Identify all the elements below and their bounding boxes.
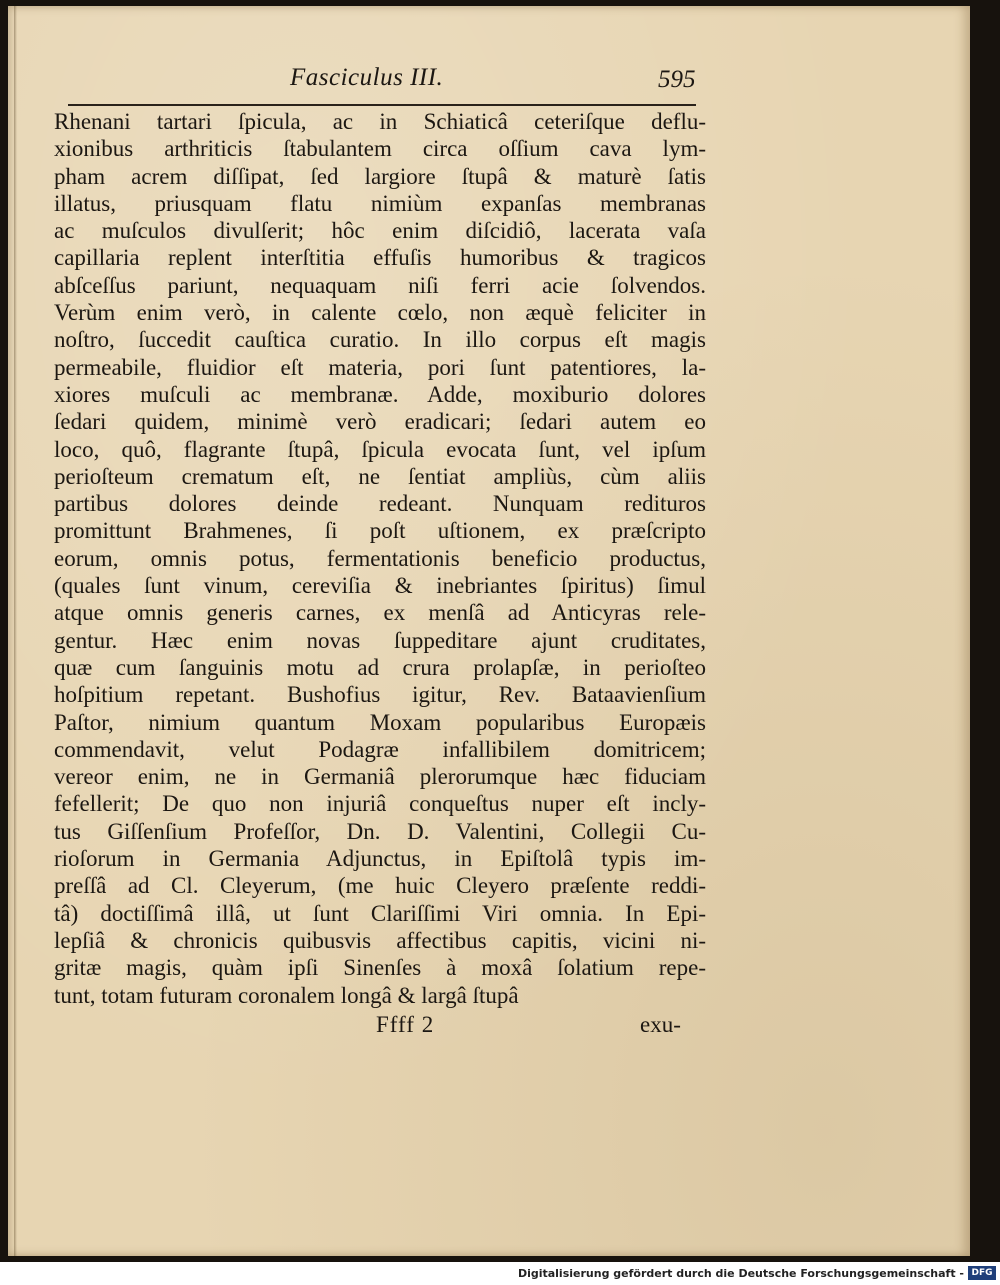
text-line: tâ) doctiſſimâ illâ, ut ſunt Clariſſimi Viri omnia. In Epi-: [54, 900, 706, 926]
text-line: abſceſſus pariunt, nequaquam niſi ferri acie ſolvendos.: [54, 272, 706, 298]
page-number: 595: [658, 66, 696, 93]
dfg-logo: DFG: [968, 1266, 996, 1280]
book-page: [8, 6, 970, 1256]
text-line: fefellerit; De quo non injuriâ conqueſtus nuper eſt incly-: [54, 791, 706, 817]
footer-bar: [0, 1262, 1000, 1285]
text-line: rioſorum in Germania Adjunctus, in Epiſtolâ typis im-: [54, 846, 706, 872]
text-line: atque omnis generis carnes, ex menſâ ad Anticyras rele-: [54, 600, 706, 626]
text-line: hoſpitium repetant. Bushofius igitur, Rev. Bataavienſium: [54, 682, 706, 708]
text-line: noſtro, ſuccedit cauſtica curatio. In illo corpus eſt magis: [54, 327, 706, 353]
text-line: tus Giſſenſium Profeſſor, Dn. D. Valentini, Collegii Cu-: [54, 818, 706, 844]
header-rule: [68, 104, 696, 106]
text-line: vereor enim, ne in Germaniâ plerorumque hæc fiduciam: [54, 764, 706, 790]
text-line: illatus, priusquam flatu nimiùm expanſas membranas: [54, 190, 706, 216]
funding-credit: Digitalisierung gefördert durch die Deutsche Forschungsgemeinschaft -: [517, 1267, 964, 1280]
text-line: lepſiâ & chronicis quibusvis affectibus capitis, vicini ni-: [54, 927, 706, 953]
text-line: partibus dolores deinde redeant. Nunquam redituros: [54, 491, 706, 517]
text-line: xiores muſculi ac membranæ. Adde, moxiburio dolores: [54, 381, 706, 407]
text-line: commendavit, velut Podagræ infallibilem domitricem;: [54, 736, 706, 762]
text-line: permeabile, fluidior eſt materia, pori ſunt patentiores, la-: [54, 354, 706, 380]
text-line: promittunt Brahmenes, ſi poſt uſtionem, ex præſcripto: [54, 518, 706, 544]
page-gutter-shadow: [14, 6, 17, 1256]
text-line: Verùm enim verò, in calente cœlo, non æquè feliciter in: [54, 300, 706, 326]
text-line: perioſteum crematum eſt, ne ſentiat ampliùs, cùm aliis: [54, 463, 706, 489]
text-line: ac muſculos divulſerit; hôc enim diſcidiô, lacerata vaſa: [54, 218, 706, 244]
running-head: Fasciculus III.: [290, 64, 444, 91]
text-line: (quales ſunt vinum, cereviſia & inebriantes ſpiritus) ſimul: [54, 573, 706, 599]
catchword: exu-: [640, 1012, 681, 1037]
text-line: gritæ magis, quàm ipſi Sinenſes à moxâ ſolatium repe-: [54, 955, 706, 981]
text-line: quæ cum ſanguinis motu ad crura prolapſæ, in perioſteo: [54, 654, 706, 680]
text-line: loco, quô, flagrante ſtupâ, ſpicula evocata ſunt, vel ipſum: [54, 436, 706, 462]
text-line: capillaria replent interſtitia effuſis humoribus & tragicos: [54, 245, 706, 271]
text-line: pham acrem diſſipat, ſed largiore ſtupâ & maturè ſatis: [54, 163, 706, 189]
text-line: ſedari quidem, minimè verò eradicari; ſedari autem eo: [54, 409, 706, 435]
text-line: tunt, totam futuram coronalem longâ & largâ ſtupâ: [54, 982, 519, 1008]
text-line: Rhenani tartari ſpicula, ac in Schiaticâ ceteriſque deflu-: [54, 109, 706, 134]
text-line: xionibus arthriticis ſtabulantem circa oſſium cava lym-: [54, 136, 706, 162]
body-text: [54, 108, 706, 1009]
signature-mark: Ffff 2: [376, 1012, 435, 1037]
text-line: Paſtor, nimium quantum Moxam popularibus Europæis: [54, 709, 706, 735]
text-line: eorum, omnis potus, fermentationis beneficio productus,: [54, 545, 706, 571]
text-line: gentur. Hæc enim novas ſuppeditare ajunt cruditates,: [54, 627, 706, 653]
text-line: preſſâ ad Cl. Cleyerum, (me huic Cleyero præſente reddi-: [54, 873, 706, 899]
